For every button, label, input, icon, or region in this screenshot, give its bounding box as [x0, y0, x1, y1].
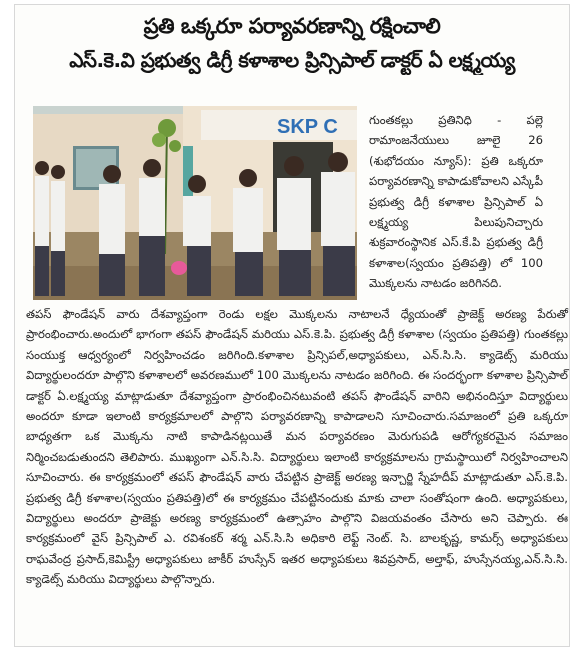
- news-photo: [33, 106, 357, 300]
- headline-line-2: ఎస్.కె.వి ప్రభుత్వ డిగ్రీ కళాశాల ప్రిన్సిపాల్ డాక్టర్ ఏ లక్ష్మయ్య: [69, 48, 515, 72]
- article-body: [26, 304, 568, 590]
- article-intro-column: [369, 110, 543, 294]
- tree-planting-photo: [33, 106, 357, 300]
- article-intro-text: గుంతకల్లు ప్రతినిధి - పల్లె రామాంజనేయులు జూలై 26 (శుభోదయం న్యూస్): ప్రతి ఒక్కరూ పర్యావరణాన్ని కాపాడుకోవాలని ఎస్కేపీ ప్రభుత్వ డిగ్రీ కళాశాల ప్రిన్సిపాల్ ఏ లక్ష్మయ్య పిలుపునిచ్చారు శుక్రవారంస్థానిక ఎస్.కే.పి ప్రభుత్వ డిగ్రీ కళాశాల(స్వయం ప్రతిపత్తి) లో 100 మొక్కలను నాటడం జరిగినది.: [369, 113, 543, 291]
- sign-text: SKP C: [277, 116, 338, 138]
- article-body-text: తపస్ ఫౌండేషన్ వారు దేశవ్యాప్తంగా రెండు లక్షల మొక్కలను నాటాలనే ధ్యేయంతో ప్రాజెక్ట్ అరణ్య పేరుతో ప్రారంభించారు.అందులో భాగంగా తపస్ ఫౌండేషన్ మరియు ఎస్.కె.పి. ప్రభుత్వ డిగ్రీ కళాశాల (స్వయం ప్రతిపత్తి) గుంతకల్లు సంయుక్త ఆధ్వర్యంలో నిర్వహించడం జరిగింది.కళాశాల ప్రిన్సిపల్,అధ్యాపకులు, ఎన్.సి.సి. క్యాడెట్స్ మరియు విద్యార్థులందరూ పాల్గొని కళాశాలలో అవరణములో 100 మొక్కలను నాటడం జరిగింది. ఈ సందర్భంగా కళాశాల ప్రిన్సిపాల్ డాక్టర్ ఏ.లక్ష్మయ్య మాట్లాడుతూ దేశవ్యాప్తంగా ప్రారంభించినటువంటి తపస్ ఫౌండేషన్ వారిని అభినందిస్తూ విద్యార్థులు అందరూ కూడా ఇలాంటి కార్యక్రమాలలో పాల్గొని పర్యావరణాన్ని కాపాడాలని సూచించారు.సమాజంలో ప్రతి ఒక్కరూ బాధ్యతగా ఒక మొక్కను నాటి కాపాడినట్లయితే మన పర్యావరణం మెరుగుపడి ఆరోగ్యకరమైన సమాజం నిర్మించబడుతుందని తెలిపారు. ముఖ్యంగా ఎన్.సి.సి. విద్యార్థులు ఇలాంటి కార్యక్రమాలను గ్రామస్థాయిలో నిర్వహించాలని సూచించారు. ఈ కార్యక్రమంలో తపస్ ఫౌండేషన్ వారు చేపట్టిన ప్రాజెక్ట్ అరణ్య ఇన్చార్జి స్నేహదీప్ మాట్లాడుతూ ఎస్.కె.పి. ప్రభుత్వ డిగ్రీ కళాశాల(స్వయం ప్రతిపత్తి)లో ఈ కార్యక్రమం చేపట్టినందుకు మాకు చాలా సంతోషంగా ఉంది. అధ్యాపకులు, విద్యార్థులు అందరూ ప్రాజెక్టు అరణ్య కార్యక్రమంలో ఉత్సాహం పాల్గొని విజయవంతం చేసారు అని చెప్పారు. ఈ కార్యక్రమంలో వైస్ ప్రిన్సిపాల్ ఎ. రవిశంకర్ శర్మ ఎన్.సి.సి అధికారి లెఫ్ట్ నెంట్. సి. బాలకృష్ణ, కామర్స్ అధ్యాపకులు రాఘవేంద్ర ప్రసాద్,కెమిస్ట్రీ అధ్యాపకులు జాకీర్ హుస్సేన్ ఇతర అధ్యాపకులు శివప్రసాద్, అల్తాఫ్, హుస్సేనయ్య,ఎన్.సి.సి. క్యాడెట్స్ మరియు విద్యార్థులు పాల్గొన్నారు.: [26, 307, 568, 587]
- headline-line-1: ప్రతి ఒక్కరూ పర్యావరణాన్ని రక్షించాలి: [143, 14, 441, 38]
